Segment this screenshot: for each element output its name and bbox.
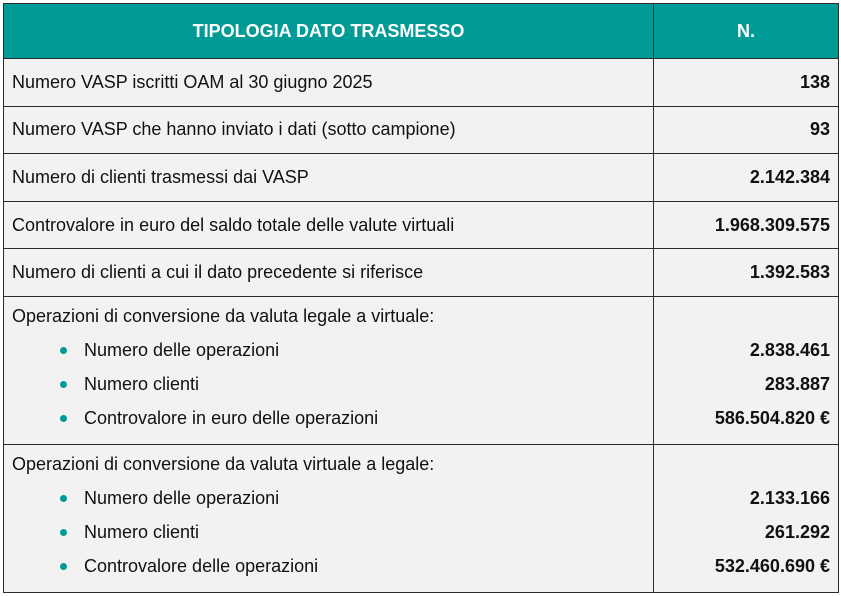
table-row: [4, 249, 839, 297]
bullet-icon: [60, 381, 67, 388]
row-label: Numero VASP iscritti OAM al 30 giugno 2025: [4, 59, 654, 107]
group-label-cell: [4, 297, 654, 445]
row-value: 138: [654, 59, 839, 107]
item-value: 586.504.820 €: [714, 408, 830, 429]
bullet-icon: [60, 495, 67, 502]
list-item: [12, 549, 645, 583]
group-title: Operazioni di conversione da valuta virtuale a legale:: [12, 453, 435, 474]
group-label-cell: [4, 444, 654, 592]
item-label: Numero delle operazioni: [84, 340, 280, 361]
row-label: Controvalore in euro del saldo totale delle valute virtuali: [4, 201, 654, 249]
item-value: 261.292: [764, 521, 830, 542]
header-count: N.: [654, 4, 839, 59]
header-row: [4, 4, 839, 59]
item-value: 2.838.461: [749, 340, 830, 361]
table-row: [4, 201, 839, 249]
item-label: Numero delle operazioni: [84, 487, 280, 508]
table-row: [4, 154, 839, 202]
bullet-icon: [60, 529, 67, 536]
row-value: 2.142.384: [654, 154, 839, 202]
row-value: 1.392.583: [654, 249, 839, 297]
group-value-cell: [654, 444, 839, 592]
list-item: [12, 481, 645, 515]
list-item: [12, 367, 645, 401]
bullet-icon: [60, 347, 67, 354]
list-item: [12, 401, 645, 435]
item-value: 283.887: [764, 374, 830, 395]
bullet-icon: [60, 415, 67, 422]
row-label: Numero di clienti a cui il dato precedente si riferisce: [4, 249, 654, 297]
data-table: [3, 3, 839, 593]
group-title: Operazioni di conversione da valuta legale a virtuale:: [12, 306, 435, 327]
table-row: [4, 106, 839, 154]
row-label: Numero VASP che hanno inviato i dati (sotto campione): [4, 106, 654, 154]
item-label: Controvalore in euro delle operazioni: [84, 408, 379, 429]
group-row-virtual-to-legal: [4, 444, 839, 592]
item-label: Controvalore delle operazioni: [84, 555, 319, 576]
group-row-legal-to-virtual: [4, 297, 839, 445]
table-row: [4, 59, 839, 107]
item-label: Numero clienti: [84, 521, 200, 542]
header-type: TIPOLOGIA DATO TRASMESSO: [4, 4, 654, 59]
item-label: Numero clienti: [84, 374, 200, 395]
row-label: Numero di clienti trasmessi dai VASP: [4, 154, 654, 202]
item-value: 532.460.690 €: [714, 555, 830, 576]
group-value-cell: [654, 297, 839, 445]
row-value: 1.968.309.575: [654, 201, 839, 249]
list-item: [12, 515, 645, 549]
bullet-icon: [60, 563, 67, 570]
list-item: [12, 333, 645, 367]
row-value: 93: [654, 106, 839, 154]
item-value: 2.133.166: [749, 487, 830, 508]
